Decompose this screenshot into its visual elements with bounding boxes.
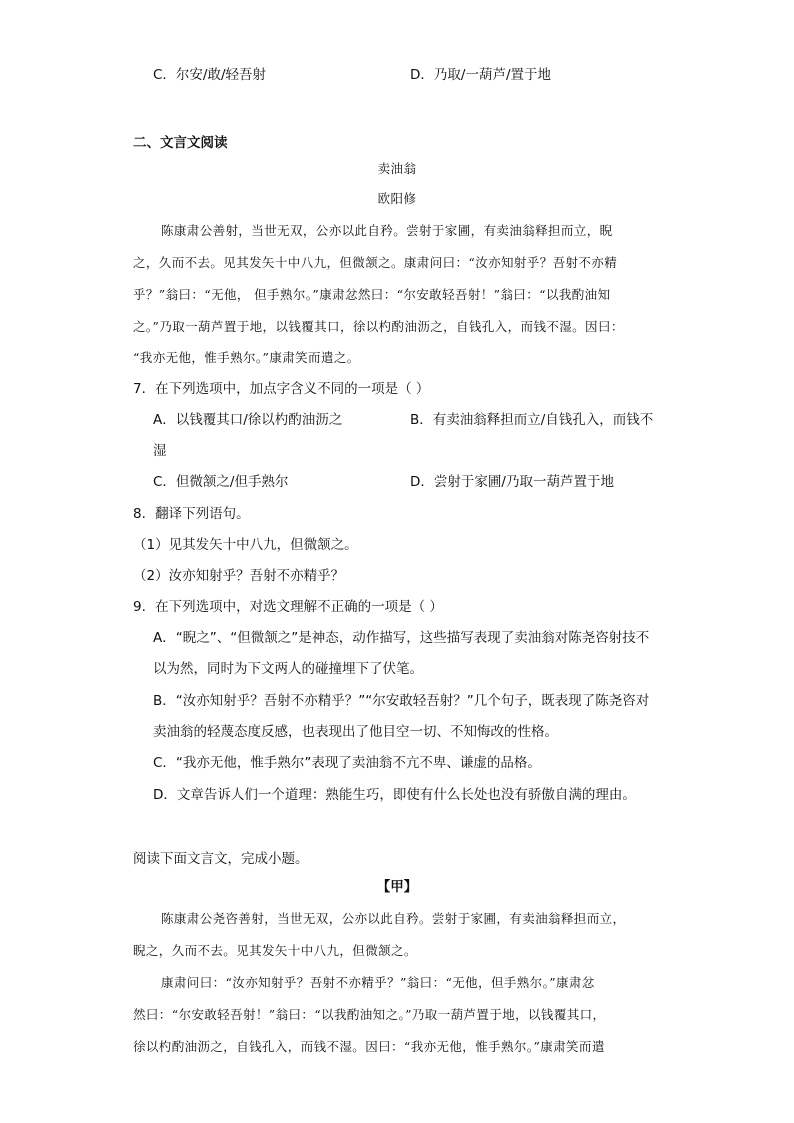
- section-heading: 二、文言文阅读: [133, 135, 228, 151]
- passage-line: 陈康肃公尧咨善射，当世无双，公亦以此自矜。尝射于家圃，有卖油翁释担而立，: [161, 911, 626, 926]
- option-c: C．尔安/敢/轻吾射: [153, 67, 267, 83]
- question-8-sentence-2: （2）汝亦知射乎？吾射不亦精乎？: [133, 568, 345, 584]
- question-7-option-c: C．但微颔之/但手熟尔: [153, 474, 289, 490]
- question-8-sentence-1: （1）见其发矢十中八九，但微颔之。: [133, 537, 358, 553]
- passage-line: 徐以杓酌油沥之，自钱孔入，而钱不湿。因曰：“我亦无他，惟手熟尔。”康肃笑而遣: [133, 1039, 605, 1054]
- question-7-stem: 7．在下列选项中，加点字含义不同的一项是（ ）: [133, 381, 430, 397]
- question-9-option-c: C．“我亦无他，惟手熟尔”表现了卖油翁不亢不卑、谦虚的品格。: [153, 755, 541, 771]
- question-7-option-b: B．有卖油翁释担而立/自钱孔入，而钱不: [410, 412, 654, 428]
- option-d: D．乃取/一葫芦/置于地: [410, 67, 551, 83]
- question-9-stem: 9．在下列选项中，对选文理解不正确的一项是（ ）: [133, 599, 443, 615]
- question-9-option-a: A．“睨之”、“但微颔之”是神态，动作描写，这些描写表现了卖油翁对陈尧咨射技不: [153, 630, 650, 646]
- question-8-stem: 8．翻译下列语句。: [133, 506, 250, 522]
- passage-line: 然曰：“尔安敢轻吾射！”翁曰：“以我酌油知之。”乃取一葫芦置于地，以钱覆其口，: [133, 1007, 606, 1022]
- reading-intro: 阅读下面文言文，完成小题。: [133, 851, 309, 867]
- passage-line: 睨之，久而不去。见其发矢十中八九，但微颔之。: [133, 943, 417, 958]
- question-9-option-b-continued: 卖油翁的轻蔑态度反感，也表现出了他目空一切、不知悔改的性格。: [153, 724, 558, 740]
- passage-line: 康肃问曰：“汝亦知射乎？吾射不亦精乎？”翁曰：“无他，但手熟尔。”康肃忿: [161, 975, 595, 990]
- question-9-option-b: B．“汝亦知射乎？吾射不亦精乎？”“尔安敢轻吾射？”几个句子，既表现了陈尧咨对: [153, 693, 650, 709]
- question-7-option-b-continued: 湿: [153, 443, 167, 459]
- question-7-option-a: A．以钱覆其口/徐以杓酌油沥之: [153, 412, 343, 428]
- passage-label: 【甲】: [376, 879, 418, 895]
- passage-line: 乎？”翁曰：“无他， 但手熟尔。”康肃忿然曰：“尔安敢轻吾射！”翁曰：“以我酌油知: [133, 287, 611, 302]
- question-9-option-a-continued: 以为然，同时为下文两人的碰撞埋下了伏笔。: [153, 661, 423, 677]
- passage-line: 之。”乃取一葫芦置于地，以钱覆其口，徐以杓酌油沥之，自钱孔入，而钱不湿。因曰：: [133, 319, 624, 334]
- passage-line: “我亦无他，惟手熟尔。”康肃笑而遣之。: [133, 350, 360, 365]
- passage-author: 欧阳修: [377, 191, 417, 206]
- passage-line: 陈康肃公善射，当世无双，公亦以此自矜。尝射于家圃，有卖油翁释担而立，睨: [161, 223, 613, 238]
- question-9-option-d: D．文章告诉人们一个道理：熟能生巧，即使有什么长处也没有骄傲自满的理由。: [153, 787, 636, 803]
- question-7-option-d: D．尝射于家圃/乃取一葫芦置于地: [410, 474, 614, 490]
- passage-line: 之，久而不去。见其发矢十中八九，但微颔之。康肃问曰：“汝亦知射乎？吾射不亦精: [133, 255, 618, 270]
- passage-title: 卖油翁: [377, 161, 417, 176]
